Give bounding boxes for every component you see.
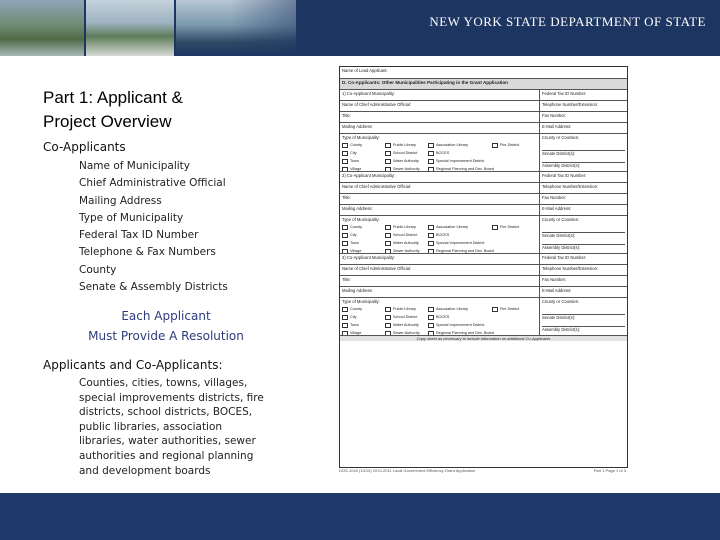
form-label: Federal Tax ID Number:	[542, 255, 587, 260]
form-label: County or Counties:	[542, 217, 580, 222]
form-row	[340, 215, 627, 254]
resolution-callout	[66, 306, 266, 346]
form-label: Title:	[340, 276, 540, 287]
checkbox-option: BOCES	[428, 149, 492, 157]
checkbox-icon	[385, 323, 391, 328]
list-item: County	[79, 263, 117, 276]
form-label: Title:	[340, 112, 540, 123]
form-page-label: Part 1 Page 1 of 3	[593, 468, 626, 473]
checkbox-option: Village	[342, 329, 385, 336]
form-label: County or Counties:	[542, 299, 580, 304]
checkbox-option: School District	[385, 231, 428, 239]
footer-bar	[0, 493, 720, 540]
checkbox-icon	[342, 315, 348, 320]
checkbox-icon	[428, 143, 434, 148]
form-label: Senate District(s):	[542, 232, 625, 238]
list-item: Type of Municipality	[79, 211, 184, 224]
checkbox-icon	[385, 225, 391, 230]
form-label: Type of Municipality: County Public Library Association Library Fire District City School District BOCES Town Water Authority Special Improvement District Village Sewer Authority Regional Planning and Dev. Board	[340, 134, 540, 172]
checkbox-option: Regional Planning and Dev. Board	[428, 247, 492, 254]
checkbox-icon	[342, 159, 348, 164]
applicants-heading: Applicants and Co-Applicants:	[43, 358, 223, 372]
list-item: Senate & Assembly Districts	[79, 281, 228, 294]
checkbox-option: Sewer Authority	[385, 247, 428, 254]
checkbox-option: Special Improvement District	[428, 321, 492, 329]
form-label: Name of Chief Administrative Official:	[340, 101, 540, 112]
checkbox-option: Fire District	[492, 305, 535, 313]
checkbox-option: Regional Planning and Dev. Board	[428, 165, 492, 172]
checkbox-icon	[385, 143, 391, 148]
form-label: Title:	[340, 194, 540, 205]
form-label: Federal Tax ID Number:	[542, 173, 587, 178]
municipality-type-checkboxes	[342, 223, 535, 254]
form-label: E-Mail Address:	[542, 206, 572, 211]
checkbox-icon	[492, 143, 498, 148]
checkbox-option: Special Improvement District	[428, 157, 492, 165]
slide-title-line-2: Project Overview	[43, 112, 172, 131]
form-label: Assembly District(s):	[542, 244, 625, 250]
checkbox-option: Special Improvement District	[428, 239, 492, 247]
form-row	[340, 297, 627, 336]
form-label: County or Counties:	[542, 135, 580, 140]
list-item: Telephone & Fax Numbers	[79, 246, 216, 259]
checkbox-option: Water Authority	[385, 321, 428, 329]
checkbox-icon	[342, 241, 348, 246]
checkbox-option: Sewer Authority	[385, 329, 428, 336]
form-label: Senate District(s):	[542, 150, 625, 156]
form-footer	[339, 468, 626, 473]
form-label: D. Co-Applicants: Other Municipalities Participating in the Grant Application	[340, 79, 627, 90]
checkbox-option: Village	[342, 165, 385, 172]
checkbox-option: Town	[342, 157, 385, 165]
checkbox-icon	[428, 241, 434, 246]
application-form-image	[339, 66, 628, 468]
checkbox-icon	[385, 307, 391, 312]
form-label: E-Mail Address:	[542, 288, 572, 293]
checkbox-option: City	[342, 313, 385, 321]
checkbox-option: County	[342, 223, 385, 231]
list-item: Name of Municipality	[79, 160, 191, 172]
slide-title	[43, 86, 283, 134]
municipality-type-checkboxes	[342, 141, 535, 172]
checkbox-option: City	[342, 231, 385, 239]
checkbox-icon	[428, 307, 434, 312]
form-label: Fax Number:	[542, 195, 567, 200]
checkbox-option: City	[342, 149, 385, 157]
form-label: Assembly District(s):	[542, 162, 625, 168]
list-item: Mailing Address	[79, 194, 162, 207]
checkbox-icon	[385, 233, 391, 238]
checkbox-option: Public Library	[385, 141, 428, 149]
checkbox-option: School District	[385, 149, 428, 157]
form-label: Name of Lead Applicant:	[342, 68, 388, 73]
form-row	[340, 67, 627, 78]
form-label: Fax Number:	[542, 277, 567, 282]
form-note: Copy sheet as necessary to include information on additional Co-Applicants	[340, 335, 627, 341]
checkbox-icon	[342, 151, 348, 156]
form-label: Telephone Number/Extension:	[542, 184, 599, 189]
banner-fade	[230, 0, 370, 56]
checkbox-icon	[342, 233, 348, 238]
checkbox-icon	[385, 151, 391, 156]
form-label	[540, 298, 627, 336]
form-label: E-Mail Address:	[542, 124, 572, 129]
form-label: Telephone Number/Extension:	[542, 102, 599, 107]
list-item: Federal Tax ID Number	[79, 229, 199, 242]
checkbox-option: County	[342, 141, 385, 149]
checkbox-option: Town	[342, 239, 385, 247]
checkbox-icon	[492, 225, 498, 230]
coapplicant-field-list	[79, 158, 228, 296]
form-label	[540, 216, 627, 254]
checkbox-icon	[428, 151, 434, 156]
coapplicants-heading: Co-Applicants	[43, 140, 126, 154]
form-label: 2) Co-Applicant Municipality:	[340, 172, 540, 183]
checkbox-option: Fire District	[492, 223, 535, 231]
form-label: 3) Co-Applicant Municipality:	[340, 254, 540, 265]
form-label: Federal Tax ID Number:	[542, 91, 587, 96]
form-label: Name of Chief Administrative Official:	[340, 183, 540, 194]
form-label: 1) Co-Applicant Municipality:	[340, 90, 540, 101]
checkbox-option: Regional Planning and Dev. Board	[428, 329, 492, 336]
checkbox-option: BOCES	[428, 313, 492, 321]
form-label: Senate District(s):	[542, 314, 625, 320]
checkbox-option: Village	[342, 247, 385, 254]
checkbox-icon	[342, 225, 348, 230]
form-code: DOS-1043 (10/10) 2010-2011 Local Government Efficiency Grant Application	[339, 468, 476, 473]
form-label: Fax Number:	[542, 113, 567, 118]
checkbox-option: Public Library	[385, 305, 428, 313]
form-label: Mailing Address:	[340, 123, 540, 134]
checkbox-option: Water Authority	[385, 157, 428, 165]
checkbox-option: BOCES	[428, 231, 492, 239]
form-label: Assembly District(s):	[542, 326, 625, 332]
canal-photo	[86, 0, 174, 56]
checkbox-option: Association Library	[428, 223, 492, 231]
checkbox-option: Town	[342, 321, 385, 329]
resolution-line-2: Must Provide A Resolution	[88, 329, 244, 343]
landscape-photo	[0, 0, 84, 56]
header-banner	[0, 0, 720, 56]
slide-title-line-1: Part 1: Applicant &	[43, 88, 183, 107]
checkbox-option: Association Library	[428, 305, 492, 313]
checkbox-icon	[342, 323, 348, 328]
checkbox-icon	[342, 307, 348, 312]
checkbox-option: Association Library	[428, 141, 492, 149]
resolution-line-1: Each Applicant	[121, 309, 211, 323]
checkbox-option: Public Library	[385, 223, 428, 231]
form-label: Type of Municipality: County Public Library Association Library Fire District City School District BOCES Town Water Authority Special Improvement District Village Sewer Authority Regional Planning and Dev. Board	[340, 298, 540, 336]
applicants-description: Counties, cities, towns, villages, special improvements districts, fire districts, school districts, BOCES, public libraries, association libraries, water authorities, sewer authorities and regional planning and development boards	[79, 377, 264, 477]
form-label: Mailing Address:	[340, 287, 540, 298]
form-label: Telephone Number/Extension:	[542, 266, 599, 271]
checkbox-icon	[385, 241, 391, 246]
checkbox-icon	[492, 307, 498, 312]
checkbox-icon	[428, 233, 434, 238]
form-label: Mailing Address:	[340, 205, 540, 216]
list-item: Chief Administrative Official	[79, 177, 226, 190]
form-label: Type of Municipality: County Public Library Association Library Fire District City School District BOCES Town Water Authority Special Improvement District Village Sewer Authority Regional Planning and Dev. Board	[340, 216, 540, 254]
checkbox-option: Water Authority	[385, 239, 428, 247]
checkbox-icon	[428, 225, 434, 230]
checkbox-option: Fire District	[492, 141, 535, 149]
form-label	[540, 134, 627, 172]
checkbox-option: County	[342, 305, 385, 313]
agency-name: NEW YORK STATE DEPARTMENT OF STATE	[429, 14, 706, 29]
checkbox-icon	[428, 323, 434, 328]
checkbox-icon	[385, 159, 391, 164]
municipality-type-checkboxes	[342, 305, 535, 336]
form-label: Name of Chief Administrative Official:	[340, 265, 540, 276]
checkbox-icon	[385, 315, 391, 320]
agency-logo	[429, 14, 706, 30]
checkbox-icon	[428, 315, 434, 320]
checkbox-icon	[342, 143, 348, 148]
checkbox-option: Sewer Authority	[385, 165, 428, 172]
checkbox-option: School District	[385, 313, 428, 321]
form-row	[340, 133, 627, 172]
checkbox-icon	[428, 159, 434, 164]
